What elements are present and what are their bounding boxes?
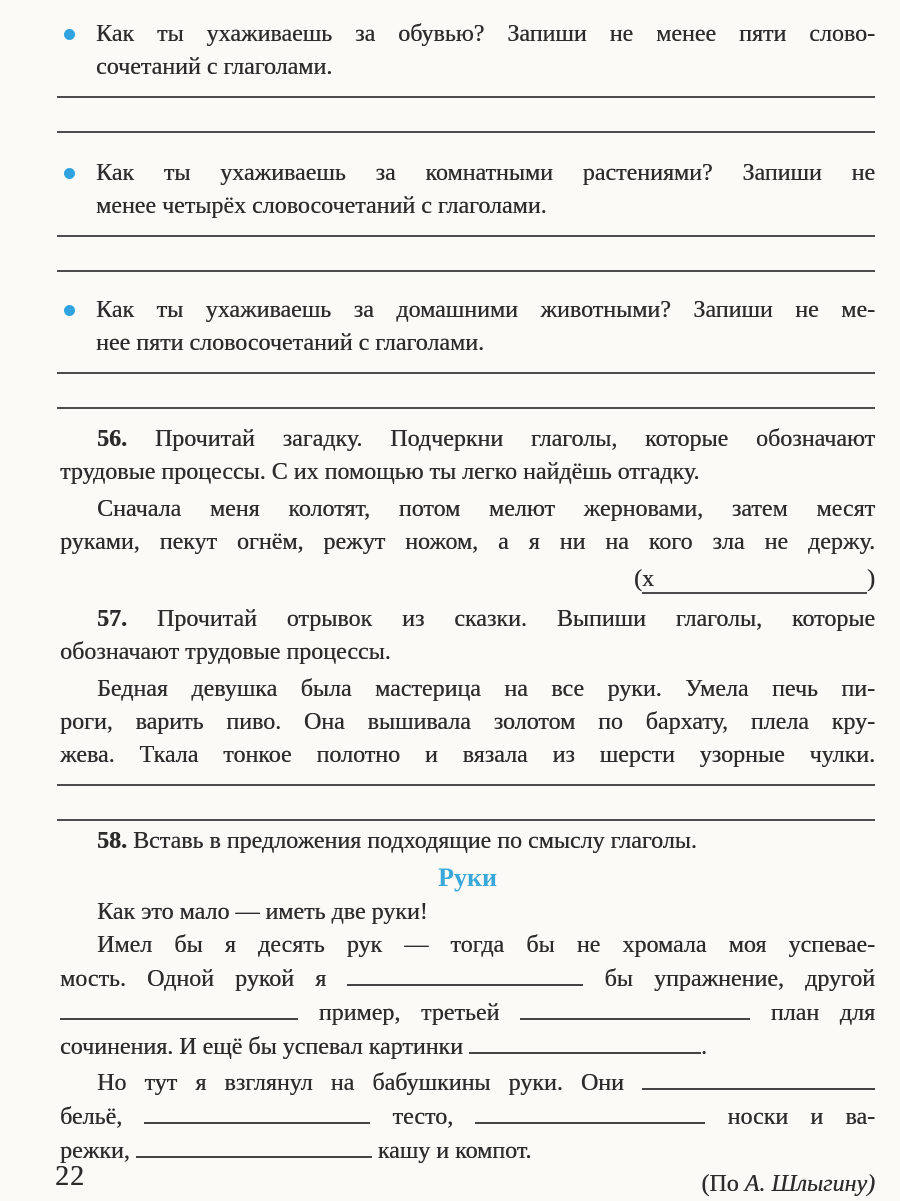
answer-line[interactable] [57,223,875,237]
answer-line[interactable] [57,772,875,786]
story-line [60,1134,875,1168]
story-text: бы упражнение, другой [604,966,876,992]
fill-blank[interactable] [642,1066,875,1090]
tale-line: жева. Ткала тонкое полотно и вязала из шерсти узорные чулки. [60,742,875,768]
exercise-56-task-line: трудовые процессы. С их помощью ты легко найдёшь отгадку. [60,459,700,485]
fill-blank[interactable] [520,996,750,1020]
question-shoes [60,18,875,84]
question-text-line: менее четырёх словосочетаний с глаголами. [96,193,547,219]
answer-line[interactable] [57,374,875,409]
exercise-number: 56. [97,426,127,452]
task-text: Прочитай загадку. Подчеркни глаголы, которые обозначают [154,426,876,452]
tale-line: Бедная девушка была мастерица на все руки. Умела печь пи- [97,676,875,702]
answer-line[interactable] [57,237,875,272]
answer-line[interactable] [57,98,875,133]
page-number: 22 [55,1161,85,1192]
story-text: носки и ва- [727,1104,876,1130]
story-line [60,996,875,1030]
story-line [60,1100,875,1134]
exercise-58 [60,825,875,1201]
story-text: план для [770,1000,876,1026]
bullet-icon [64,168,75,179]
story-text: сочинения. И ещё бы успевал картинки [60,1034,463,1060]
attribution-prefix: (По [701,1171,745,1197]
attribution [60,1168,875,1201]
bullet-icon [64,305,75,316]
exercise-57-task-line: обозначают трудовые процессы. [60,639,391,665]
fill-blank[interactable] [144,1100,370,1124]
story-text: бельё, [60,1104,123,1130]
question-text-line: Как ты ухаживаешь за домашними животными? Запиши не ме- [96,297,875,323]
fill-blank[interactable] [136,1134,372,1158]
answer-line[interactable] [57,84,875,98]
story-text: тесто, [392,1104,454,1130]
attribution-name: А. Шлыгину) [744,1171,875,1197]
story-line [60,1030,875,1064]
story-text: . [700,1034,707,1060]
story-text: мость. Одной рукой я [60,966,327,992]
fill-blank[interactable] [475,1100,705,1124]
riddle-line: Сначала меня колотят, потом мелют жерновами, затем месят [97,496,875,522]
exercise-58-task-line [60,825,875,858]
story-text: пример, третьей [318,1000,500,1026]
question-text-line: Как ты ухаживаешь за комнатными растениями? Запиши не [96,160,875,186]
task-text: Прочитай отрывок из сказки. Выпиши глаголы, которые [156,606,876,632]
question-text-line: нее пяти словосочетаний с глаголами. [96,330,484,356]
question-plants [60,157,875,223]
answer-line[interactable] [57,786,875,821]
tale-line: роги, варить пиво. Она вышивала золотом по бархату, плела кру- [60,709,875,735]
task-text: Вставь в предложения подходящие по смыслу глаголы. [133,828,697,854]
fill-blank[interactable] [60,996,298,1020]
paren-open: ( [634,566,642,592]
riddle-answer [60,561,875,597]
paren-close: ) [867,566,875,592]
story-line: Как это мало — иметь две руки! [97,899,428,925]
story-text: режки, [60,1138,130,1164]
question-text-line: сочетаний с глаголами. [96,54,333,80]
exercise-number: 58. [97,828,127,854]
question-pets [60,294,875,360]
story-title: Руки [438,863,497,892]
exercise-number: 57. [97,606,127,632]
story-line: Имел бы я десять рук — тогда бы не хромала моя успевае- [97,932,875,958]
story-text: кашу и компот. [377,1138,532,1164]
bullet-icon [64,29,75,40]
answer-hint-letter: х [642,566,654,592]
exercise-57 [60,603,875,772]
riddle-answer-blank[interactable] [642,566,867,594]
answer-line[interactable] [57,360,875,374]
exercise-56 [60,423,875,597]
fill-blank[interactable] [469,1030,701,1054]
exercise-56-task-line [60,423,875,456]
story-line [60,1066,875,1100]
story-line [60,962,875,996]
fill-blank[interactable] [347,962,583,986]
story-text: Но тут я взглянул на бабушкины руки. Они [97,1070,624,1096]
exercise-57-task-line [60,603,875,636]
riddle-line: руками, пекут огнём, режут ножом, а я ни на кого зла не держу. [60,529,875,555]
question-text-line: Как ты ухаживаешь за обувью? Запиши не менее пяти слово- [96,21,875,47]
